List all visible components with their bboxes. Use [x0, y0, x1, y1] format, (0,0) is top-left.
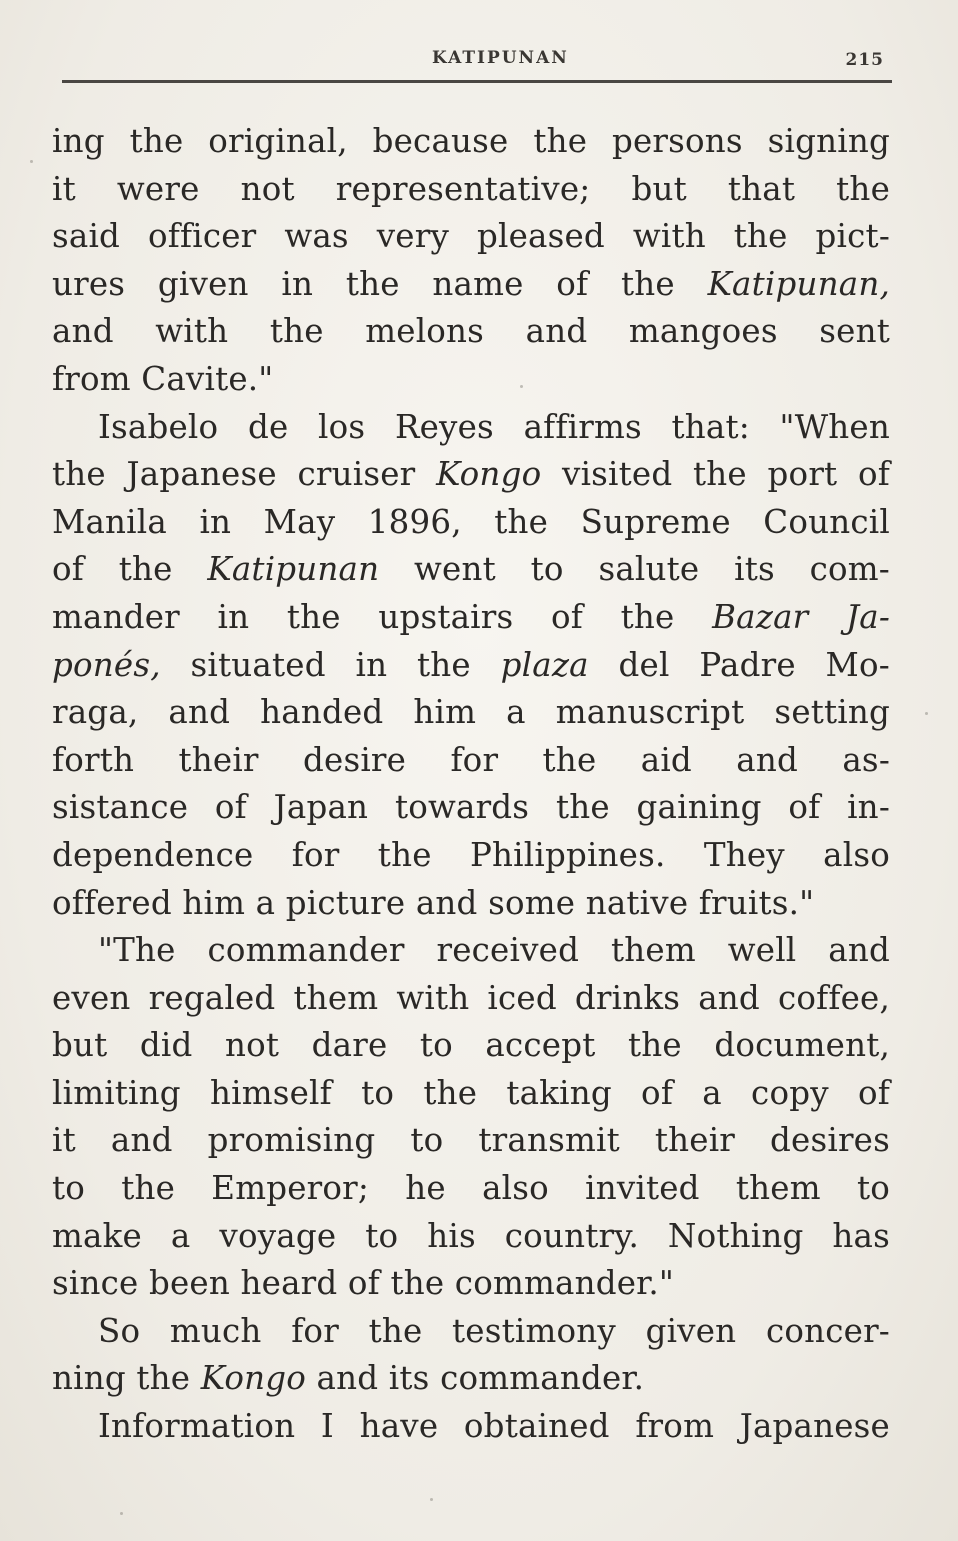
- italic-term: ponés,: [52, 645, 161, 684]
- text-line: mander in the upstairs of the Bazar Ja-: [52, 597, 891, 636]
- text-line: ning the Kongo and its commander.: [52, 1359, 645, 1398]
- italic-term: Bazar Ja-: [712, 597, 891, 636]
- paragraph-4: [52, 1308, 890, 1403]
- italic-term: plaza: [500, 645, 589, 684]
- print-speck: [120, 1512, 123, 1515]
- text-line: forth their desire for the aid and as-: [52, 740, 890, 779]
- paragraph-1: [52, 118, 890, 404]
- text-line: ures given in the name of the Katipunan,: [52, 264, 890, 303]
- text-line: it and promising to transmit their desires: [52, 1121, 890, 1160]
- print-speck: [925, 712, 928, 715]
- text-line: limiting himself to the taking of a copy of: [52, 1073, 890, 1112]
- italic-term: Katipunan,: [707, 264, 890, 303]
- text-line: Isabelo de los Reyes affirms that: "When: [98, 407, 890, 446]
- italic-term: Kongo: [436, 455, 542, 494]
- text-line: dependence for the Philippines. They also: [52, 835, 890, 874]
- paragraph-3: [52, 927, 890, 1308]
- text-line: make a voyage to his country. Nothing has: [52, 1216, 890, 1255]
- text-line: said officer was very pleased with the pict-: [52, 217, 890, 256]
- paragraph-2: [52, 404, 890, 928]
- print-speck: [30, 160, 33, 163]
- text-line: sistance of Japan towards the gaining of in-: [52, 788, 890, 827]
- text-line: it were not representative; but that the: [52, 169, 890, 208]
- print-speck: [520, 385, 523, 388]
- running-title: KATIPUNAN: [432, 48, 569, 68]
- text-line: ing the original, because the persons signing: [52, 122, 890, 160]
- italic-term: Katipunan: [207, 550, 380, 589]
- text-line: "The commander received them well and: [98, 931, 890, 970]
- text-line: So much for the testimony given concer-: [98, 1311, 890, 1350]
- text-line: the Japanese cruiser Kongo visited the port of: [52, 455, 890, 494]
- text-line: Information I have obtained from Japanese: [98, 1407, 890, 1446]
- text-line: but did not dare to accept the document,: [52, 1026, 890, 1065]
- text-line: of the Katipunan went to salute its com-: [52, 550, 890, 589]
- text-line: and with the melons and mangoes sent: [52, 312, 890, 351]
- running-header: [62, 40, 892, 96]
- header-rule: [62, 80, 892, 83]
- text-line: since been heard of the commander.": [52, 1264, 674, 1303]
- body-text: [52, 118, 890, 1451]
- text-line: raga, and handed him a manuscript setting: [52, 693, 890, 732]
- text-line: even regaled them with iced drinks and coffee,: [52, 978, 890, 1017]
- text-line: Manila in May 1896, the Supreme Council: [52, 502, 890, 541]
- page-number: 215: [845, 50, 884, 70]
- italic-term: Kongo: [200, 1359, 307, 1398]
- text-line: offered him a picture and some native fruits.": [52, 883, 815, 922]
- paragraph-5: [52, 1403, 890, 1451]
- text-line: to the Emperor; he also invited them to: [52, 1169, 890, 1208]
- text-line: from Cavite.": [52, 359, 274, 398]
- text-line: ponés, situated in the plaza del Padre Mo-: [52, 645, 890, 684]
- print-speck: [430, 1498, 433, 1501]
